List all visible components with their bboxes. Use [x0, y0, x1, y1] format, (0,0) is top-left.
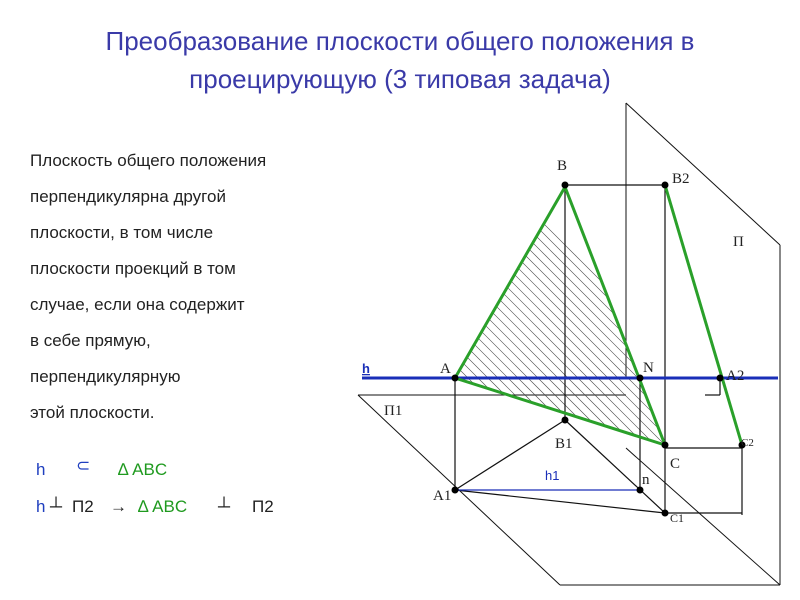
- title-line-1: Преобразование плоскости общего положения в: [105, 26, 695, 56]
- formula-h: h: [36, 460, 46, 479]
- subset-symbol: ⊂: [76, 456, 91, 475]
- point-b: [562, 182, 569, 189]
- label-c2: C2: [741, 437, 754, 449]
- label-h: h: [362, 361, 370, 376]
- label-b1: B1: [555, 436, 573, 452]
- description-line: плоскости, в том числе: [30, 223, 214, 242]
- description-line: в себе прямую,: [30, 331, 151, 350]
- point-c1: [662, 510, 669, 517]
- label-b2: B2: [672, 171, 690, 187]
- label-h1: h1: [545, 468, 560, 483]
- projection-lines: [455, 185, 745, 515]
- label-b: B: [557, 158, 568, 174]
- formula-triangle: ∆ ABC: [138, 497, 188, 516]
- formula-pi2: П2: [72, 497, 94, 516]
- label-n1: n: [642, 472, 650, 488]
- label-n: N: [643, 360, 654, 376]
- label-pi1: П1: [384, 403, 403, 419]
- point-a1: [452, 487, 459, 494]
- description-line: перпендикулярна другой: [30, 187, 226, 206]
- label-c1: C1: [670, 511, 685, 525]
- description-line: этой плоскости.: [30, 403, 155, 422]
- points: [452, 182, 746, 517]
- description-line: случае, если она содержит: [30, 295, 245, 314]
- label-a2: A2: [726, 368, 745, 384]
- label-a: A: [440, 361, 451, 377]
- point-a: [452, 375, 459, 382]
- point-b2: [662, 182, 669, 189]
- arrow-symbol: →: [110, 497, 127, 516]
- point-b1: [562, 417, 569, 424]
- point-a2: [717, 375, 724, 382]
- label-pi2: П: [733, 234, 744, 250]
- description-line: Плоскость общего положения: [30, 151, 267, 170]
- point-c: [662, 442, 669, 449]
- description-line: перпендикулярную: [30, 367, 181, 386]
- projection-b2-c2: [665, 185, 745, 445]
- formula-pi2: П2: [252, 497, 274, 516]
- label-a1: A1: [433, 488, 452, 504]
- formula-h: h: [36, 497, 46, 516]
- formula-triangle: ∆ ABC: [118, 460, 168, 479]
- perpendicular-symbol: ┴: [218, 497, 231, 516]
- perpendicular-symbol: ┴: [50, 497, 63, 516]
- label-c: C: [670, 456, 681, 472]
- description-line: плоскости проекций в том: [30, 259, 236, 278]
- triangle-abc: [455, 187, 665, 445]
- title-line-2: проецирующую (3 типовая задача): [189, 64, 611, 94]
